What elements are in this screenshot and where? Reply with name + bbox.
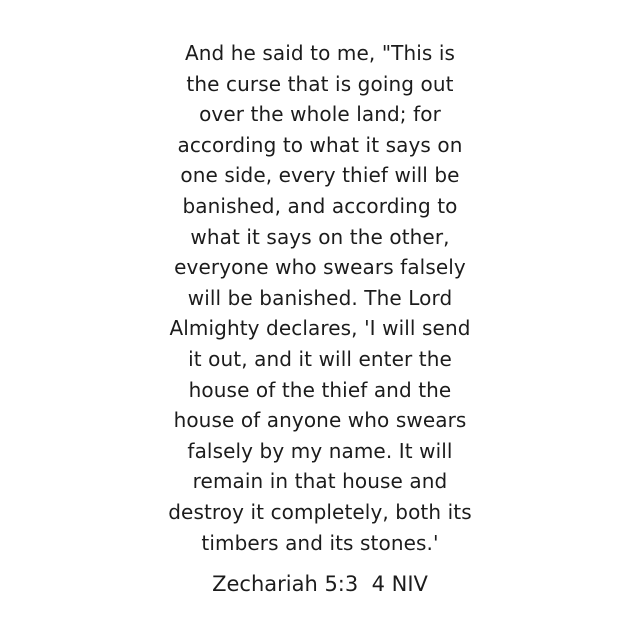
verse-line: over the whole land; for [199, 102, 441, 127]
verse-line: everyone who swears falsely [174, 255, 466, 280]
verse-line: the curse that is going out [186, 71, 454, 96]
verse-line: falsely by my name. It will [187, 438, 453, 463]
verse-line: remain in that house and [192, 469, 448, 494]
verse-line: it out, and it will enter the [188, 346, 452, 371]
verse-reference: Zechariah 5:3 4 NIV [212, 572, 428, 596]
verse-line: Almighty declares, 'I will send [169, 316, 471, 341]
verse-line: timbers and its stones.' [201, 530, 439, 555]
verse-line: according to what it says on [177, 132, 463, 157]
verse-line: one side, every thief will be [180, 163, 460, 188]
verse-line: what it says on the other, [190, 224, 450, 249]
verse-line: destroy it completely, both its [168, 499, 472, 524]
verse-line: house of anyone who swears [173, 408, 467, 433]
verse-text [0, 38, 640, 558]
verse-line: house of the thief and the [188, 377, 452, 402]
verse-line: will be banished. The Lord [187, 285, 453, 310]
verse-line: banished, and according to [182, 193, 458, 218]
verse-line: And he said to me, "This is [184, 41, 456, 65]
